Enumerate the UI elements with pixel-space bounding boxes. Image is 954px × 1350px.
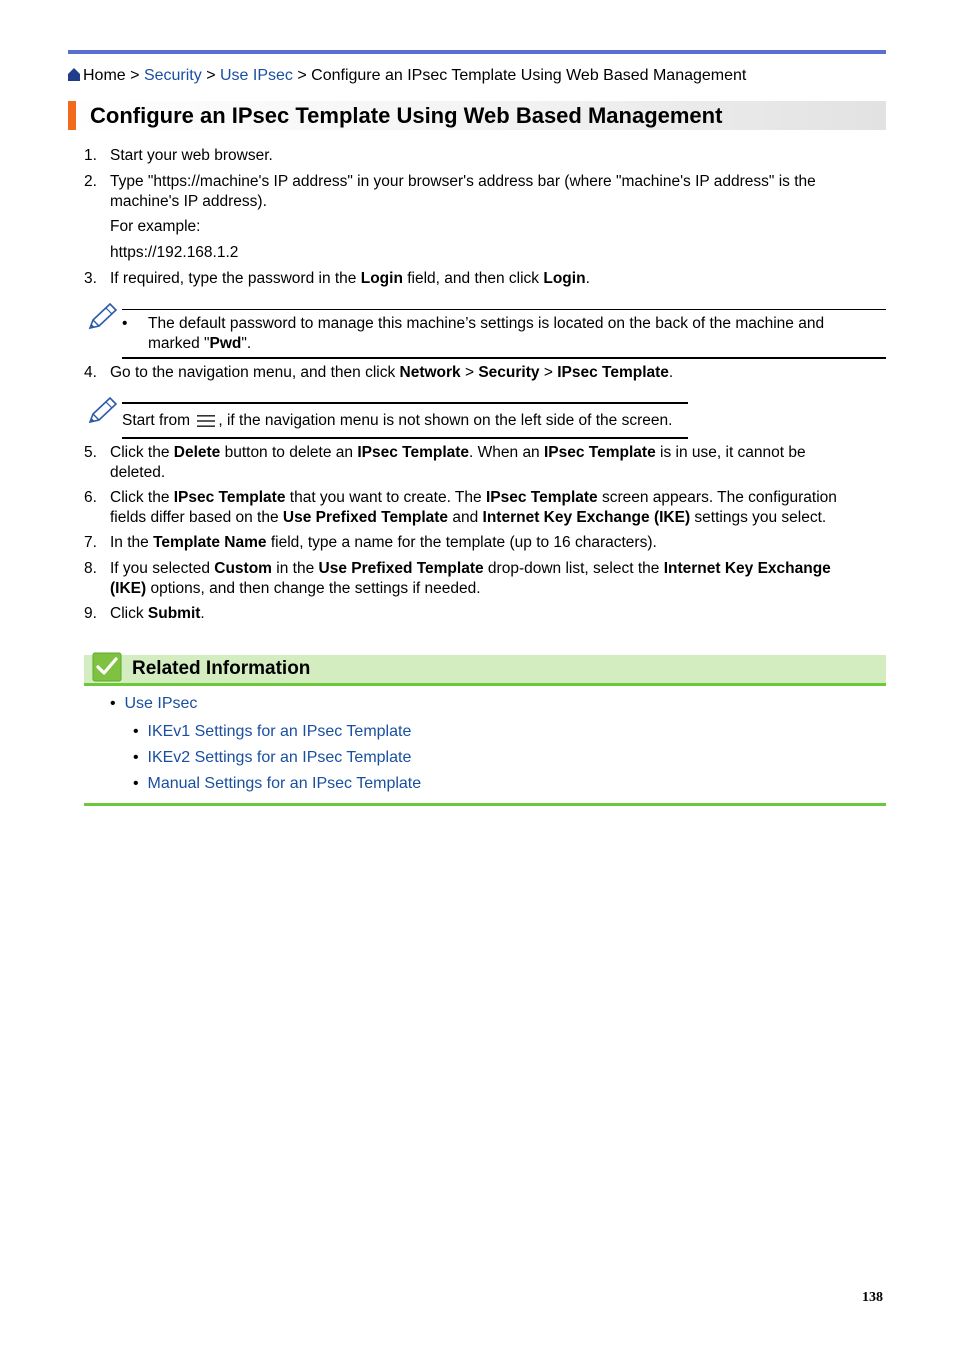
breadcrumb-separator: > bbox=[206, 67, 216, 84]
bullet: • bbox=[110, 695, 116, 712]
ui-term: Login bbox=[543, 270, 586, 287]
text-run: Start from bbox=[122, 412, 195, 429]
example-label: For example: bbox=[110, 218, 201, 235]
step-text bbox=[110, 363, 880, 383]
page-title-bar bbox=[68, 101, 886, 130]
text-run: screen appears. The configuration fields differ based on the bbox=[110, 489, 837, 526]
step-text bbox=[110, 559, 860, 598]
ui-term: IPsec Template bbox=[357, 444, 470, 461]
text-run: , if the navigation menu is not shown on the left side of the screen. bbox=[218, 412, 673, 429]
text-run: If you selected bbox=[110, 560, 215, 577]
text-run: is in use, it cannot be deleted. bbox=[110, 444, 806, 481]
text-run: > bbox=[539, 364, 558, 381]
checkmark-icon bbox=[92, 652, 122, 687]
related-information-title: Related Information bbox=[132, 658, 311, 679]
step-number: 1. bbox=[84, 147, 97, 164]
step-text: Type "https://machine's IP address" in your browser's address bar (where "machine's IP address" is the machine's IP address). bbox=[110, 173, 816, 210]
bullet: • bbox=[133, 749, 139, 766]
pencil-icon bbox=[86, 396, 118, 431]
related-link-item bbox=[133, 722, 411, 741]
text-run: . bbox=[668, 364, 674, 381]
text-run: Click the bbox=[110, 489, 174, 506]
ui-term: Network bbox=[399, 364, 461, 381]
text-run: If required, type the password in the bbox=[110, 270, 361, 287]
ui-term: Use Prefixed Template bbox=[282, 508, 449, 526]
step-text bbox=[110, 488, 870, 527]
breadcrumb-current: Configure an IPsec Template Using Web Based Management bbox=[311, 67, 747, 84]
text-run: . When an bbox=[469, 444, 544, 461]
step-text bbox=[110, 269, 880, 289]
ikev2-settings-link[interactable]: IKEv2 Settings for an IPsec Template bbox=[147, 749, 412, 766]
text-run: In the bbox=[110, 534, 154, 551]
text-run: Click bbox=[110, 605, 148, 622]
text-run: settings you select. bbox=[690, 508, 827, 526]
ui-term: IPsec Template bbox=[485, 489, 598, 506]
step-text: Start your web browser. bbox=[110, 147, 273, 164]
ui-term: Submit bbox=[147, 605, 201, 622]
note-bullet: • bbox=[122, 315, 128, 332]
step-number: 7. bbox=[84, 534, 97, 551]
text-run: > bbox=[460, 364, 479, 381]
text-run: . bbox=[200, 605, 205, 622]
text-run: Go to the navigation menu, and then click bbox=[110, 364, 400, 381]
breadcrumb bbox=[68, 67, 746, 86]
note-text bbox=[148, 314, 868, 353]
ui-term: Use Prefixed Template bbox=[318, 560, 484, 577]
note-bottom-rule bbox=[122, 357, 886, 359]
note-box bbox=[86, 396, 688, 440]
ui-term: IPsec Template bbox=[544, 444, 656, 461]
note-bottom-rule bbox=[122, 437, 688, 439]
step-number: 9. bbox=[84, 605, 97, 622]
text-run: field, and then click bbox=[402, 270, 544, 287]
breadcrumb-home[interactable]: Home bbox=[83, 67, 126, 84]
breadcrumb-separator: > bbox=[130, 67, 140, 84]
text-run: in the bbox=[271, 560, 319, 577]
related-header-underline bbox=[84, 683, 886, 686]
text-run: . bbox=[585, 270, 590, 287]
ui-term: Delete bbox=[173, 444, 221, 461]
breadcrumb-security-link[interactable]: Security bbox=[143, 67, 202, 84]
step-number: 4. bbox=[84, 364, 97, 381]
related-link-item bbox=[133, 774, 421, 793]
note-top-rule bbox=[122, 402, 688, 404]
step-text bbox=[110, 443, 850, 482]
text-run: drop-down list, select the bbox=[483, 560, 664, 577]
page-title: Configure an IPsec Template Using Web Based Management bbox=[90, 103, 723, 128]
breadcrumb-separator: > bbox=[297, 67, 307, 84]
bullet: • bbox=[133, 723, 139, 740]
page-number: 138 bbox=[862, 1290, 883, 1305]
ui-term: Security bbox=[478, 364, 540, 381]
breadcrumb-use-ipsec-link[interactable]: Use IPsec bbox=[219, 67, 293, 84]
ui-term: Custom bbox=[214, 560, 272, 577]
ui-term: IPsec Template bbox=[557, 364, 669, 381]
step-number: 6. bbox=[84, 489, 97, 506]
step-text bbox=[110, 533, 880, 553]
bullet: • bbox=[133, 775, 139, 792]
ui-term: Internet Key Exchange (IKE) bbox=[110, 560, 831, 597]
text-run: ". bbox=[241, 334, 252, 352]
use-ipsec-link[interactable]: Use IPsec bbox=[124, 695, 198, 712]
related-link-item bbox=[110, 694, 197, 713]
step-text bbox=[110, 604, 880, 624]
related-bottom-rule bbox=[84, 803, 886, 806]
note-box bbox=[86, 302, 886, 360]
ikev1-settings-link[interactable]: IKEv1 Settings for an IPsec Template bbox=[147, 723, 412, 740]
note-top-rule bbox=[122, 309, 886, 310]
text-run: button to delete an bbox=[220, 444, 358, 461]
top-rule bbox=[68, 50, 886, 54]
ui-term: Login bbox=[360, 270, 403, 287]
note-text bbox=[122, 411, 672, 434]
home-icon[interactable] bbox=[68, 68, 80, 86]
ui-term: Internet Key Exchange (IKE) bbox=[482, 508, 691, 526]
menu-icon bbox=[196, 414, 216, 434]
step-number: 5. bbox=[84, 444, 97, 461]
ui-term: IPsec Template bbox=[173, 489, 286, 506]
manual-settings-link[interactable]: Manual Settings for an IPsec Template bbox=[147, 775, 422, 792]
text-run: Click the bbox=[110, 444, 174, 461]
text-run: and bbox=[448, 508, 483, 526]
step-number: 3. bbox=[84, 270, 97, 287]
text-run: The default password to manage this machine’s settings is located on the back of the machine and marked " bbox=[148, 315, 825, 352]
pencil-icon bbox=[86, 302, 118, 337]
ui-term: Template Name bbox=[153, 534, 267, 551]
text-run: that you want to create. The bbox=[285, 489, 486, 506]
ui-term: Pwd bbox=[209, 334, 242, 352]
related-link-item bbox=[133, 748, 411, 767]
title-accent bbox=[68, 101, 76, 130]
step-number: 8. bbox=[84, 560, 97, 577]
text-run: options, and then change the settings if needed. bbox=[146, 579, 481, 597]
related-information-header bbox=[84, 655, 886, 684]
example-url: https://192.168.1.2 bbox=[110, 244, 239, 261]
step-number: 2. bbox=[84, 173, 97, 190]
text-run: field, type a name for the template (up to 16 characters). bbox=[266, 534, 657, 551]
